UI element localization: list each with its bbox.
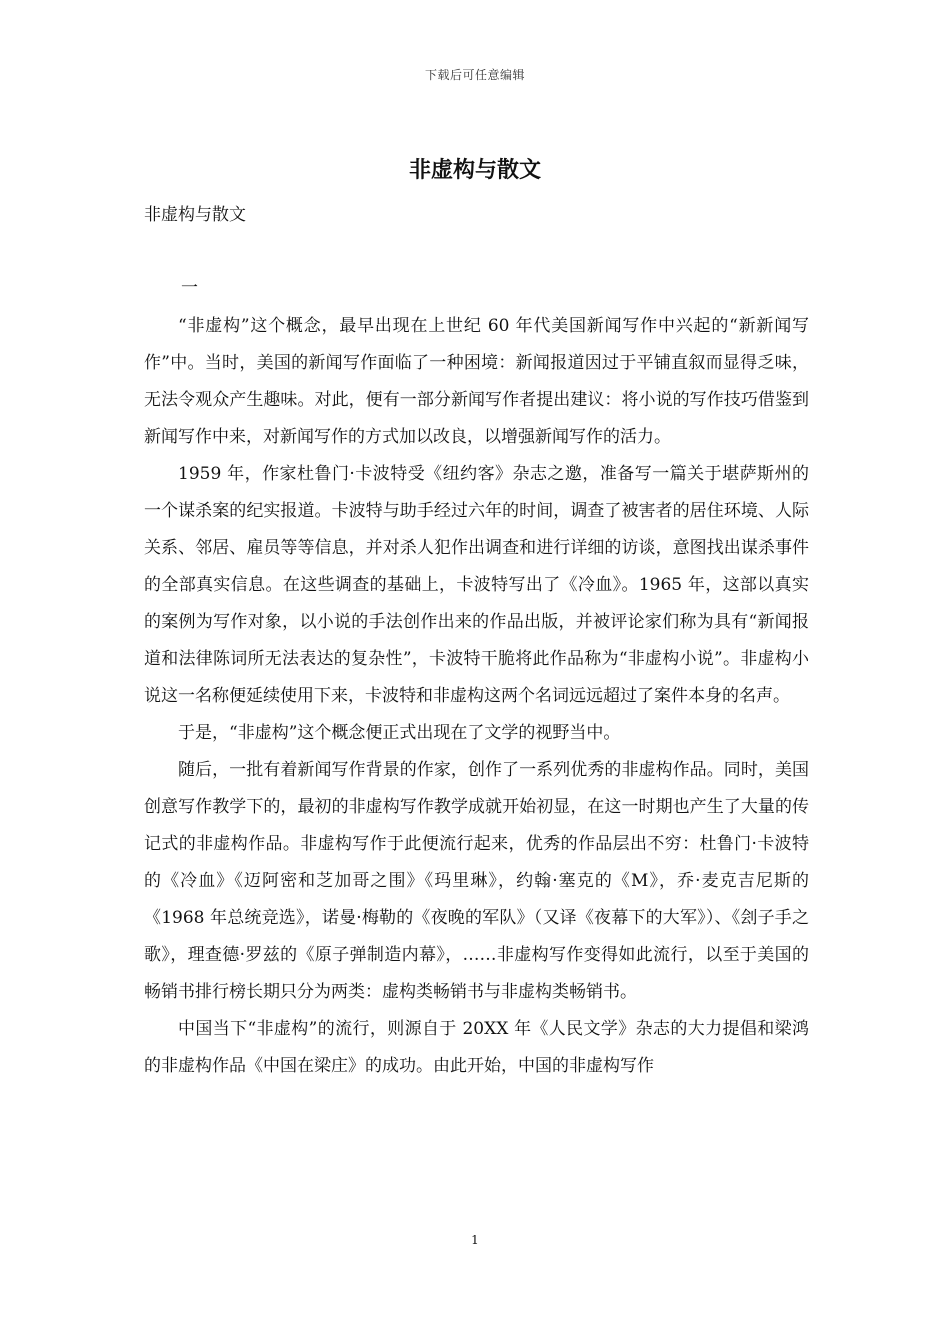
body-text (144, 270, 809, 1085)
document-subtitle: 非虚构与散文 (144, 205, 246, 225)
paragraph-5: 中国当下“非虚构”的流行，则源自于 20XX 年《人民文学》杂志的大力提倡和梁鸿的非虚构作品《中国在梁庄》的成功。由此开始，中国的非虚构写作 (144, 1019, 809, 1076)
paragraph-4: 随后，一批有着新闻写作背景的作家，创作了一系列优秀的非虚构作品。同时，美国创意写作教学下的，最初的非虚构写作教学成就开始初显，在这一时期也产生了大量的传记式的非虚构作品。非虚构写作于此便流行起来，优秀的作品层出不穷：杜鲁门·卡波特的《冷血》《迈阿密和芝加哥之围》《玛里琳》，约翰·塞克的《M》，乔·麦克吉尼斯的《1968 年总统竞选》，诺曼·梅勒的《夜晚的军队》（又译《夜幕下的大军》）、《刽子手之歌》，理查德·罗兹的《原子弹制造内幕》，……非虚构写作变得如此流行，以至于美国的畅销书排行榜长期只分为两类：虚构类畅销书与非虚构类畅销书。 (144, 760, 809, 1002)
paragraph-3: 于是，“非虚构”这个概念便正式出现在了文学的视野当中。 (178, 723, 621, 743)
header-note: 下载后可任意编辑 (424, 68, 525, 82)
page-number: 1 (471, 1233, 479, 1247)
document-title: 非虚构与散文 (408, 157, 541, 183)
paragraph-2: 1959 年，作家杜鲁门·卡波特受《纽约客》杂志之邀，准备写一篇关于堪萨斯州的一个谋杀案的纪实报道。卡波特与助手经过六年的时间，调查了被害者的居住环境、人际关系、邻居、雇员等等信息，并对杀人犯作出调查和进行详细的访谈，意图找出谋杀事件的全部真实信息。在这些调查的基础上，卡波特写出了《冷血》。1965 年，这部以真实的案例为写作对象，以小说的手法创作出来的作品出版，并被评论家们称为具有“新闻报道和法律陈词所无法表达的复杂性”，卡波特干脆将此作品称为“非虚构小说”。非虚构小说这一名称便延续使用下来，卡波特和非虚构这两个名词远远超过了案件本身的名声。 (144, 464, 809, 706)
paragraph-1: “非虚构”这个概念，最早出现在上世纪 60 年代美国新闻写作中兴起的“新新闻写作”中。当时，美国的新闻写作面临了一种困境：新闻报道因过于平铺直叙而显得乏味，无法令观众产生趣味。对此，便有一部分新闻写作者提出建议：将小说的写作技巧借鉴到新闻写作中来，对新闻写作的方式加以改良，以增强新闻写作的活力。 (144, 316, 809, 447)
section-mark: 一 (181, 278, 198, 298)
